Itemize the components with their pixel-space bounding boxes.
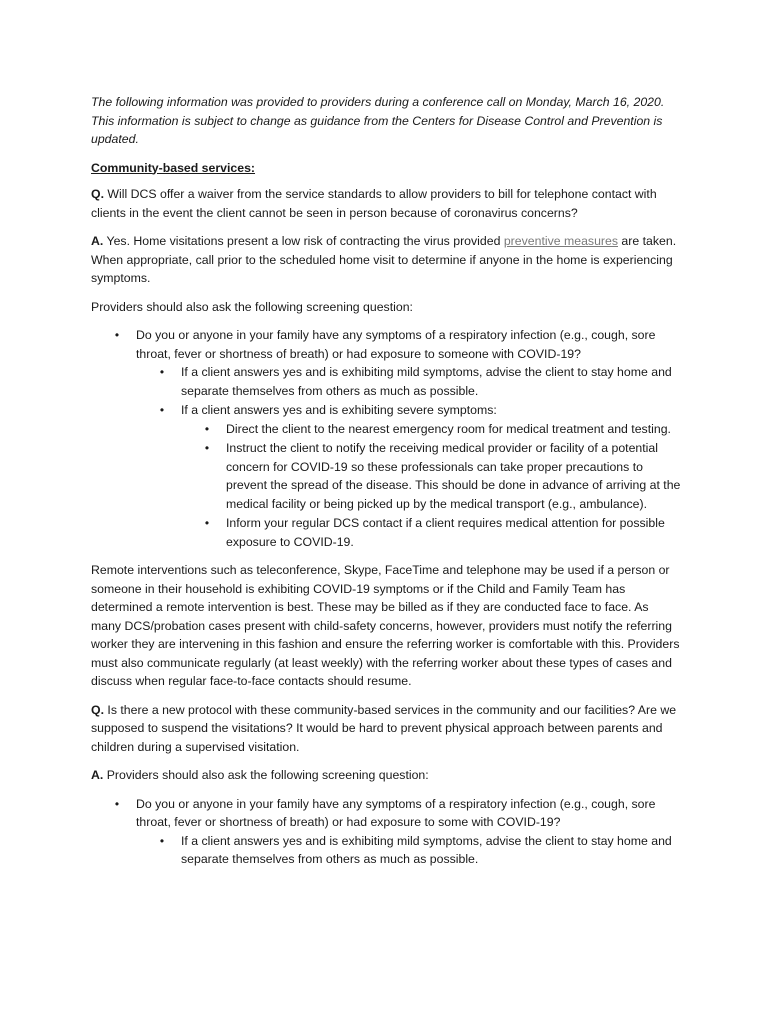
answer-text: Providers should also ask the following screening question: [103,768,429,782]
bullet-icon: • [204,421,210,436]
screening-list-2 [114,795,681,869]
question-2 [91,701,681,757]
question-label: Q. [91,702,104,717]
list-item [159,401,681,551]
preventive-measures-link[interactable]: preventive measures [503,234,618,248]
section-heading: Community-based services: [91,160,256,175]
intro-paragraph: The following information was provided to providers during a conference call on Monday, March 16, 2020. This information is subject to change as guidance from the Centers for Disease Control and Prevention is updated. [91,95,665,146]
question-text: Is there a new protocol with these community-based services in the community and our facilities? Are we supposed to suspend the visitations? It would be hard to prevent physical approach between parents and children during a supervised visitation. [91,702,677,754]
answer-1 [91,232,681,288]
bullet-icon: • [204,441,210,455]
answer-text-before: Yes. Home visitations present a low risk of contracting the virus provided [103,234,504,248]
screening-question: Do you or anyone in your family have any symptoms of a respiratory infection (e.g., cough, sore throat, fever or shortness of breath) or had exposure to someone with COVID-19? [136,328,656,361]
bullet-icon: • [159,365,165,379]
list-item [159,363,681,400]
question-1 [91,185,681,222]
list-item [204,439,681,513]
list-item [159,832,681,869]
bullet-icon: • [114,796,120,811]
question-text: Will DCS offer a waiver from the service standards to allow providers to bill for telephone contact with clients in the event the client cannot be seen in person because of coronavirus concerns? [91,187,657,220]
list-item [114,795,681,869]
severe-item-text: Direct the client to the nearest emergency room for medical treatment and testing. [226,421,671,436]
list-item [204,420,681,439]
severe-item-text: Instruct the client to notify the receiving medical provider or facility of a potential concern for COVID-19 so these professionals can take proper precautions to prevent the spread of the disease. This should be done in advance of arriving at the medical facility or being picked up by the medical transport (e.g., ambulance). [226,441,681,511]
list-item [204,514,681,551]
mild-symptoms-text: If a client answers yes and is exhibiting mild symptoms, advise the client to stay home and separate themselves from others as much as possible. [181,833,672,866]
severe-symptoms-text: If a client answers yes and is exhibiting severe symptoms: [181,403,497,417]
bullet-icon: • [204,516,210,530]
bullet-icon: • [159,833,165,848]
answer-text-after: are taken. When appropriate, call prior to the scheduled home visit to determine if anyone in the home is experiencing symptoms. [91,234,677,285]
answer-label: A. [91,768,104,782]
bullet-icon: • [114,328,120,342]
screening-intro: Providers should also ask the following screening question: [91,299,413,314]
sub-list [159,363,681,551]
remote-interventions-paragraph: Remote interventions such as teleconference, Skype, FaceTime and telephone may be used if a person or someone in their household is exhibiting COVID-19 symptoms or if the Child and Family Team has determined a remote intervention is best. These may be billed as if they are conducted face to face. As many DCS/probation cases present with child-safety concerns, however, providers must notify the referring worker they are intervening in this fashion and ensure the referring worker is comfortable with this. Providers must also communicate regularly (at least weekly) with the referring worker about these types of cases and discuss when regular face-to-face contacts should resume. [91,563,680,688]
question-label: Q. [91,187,104,201]
screening-question: Do you or anyone in your family have any symptoms of a respiratory infection (e.g., cough, sore throat, fever or shortness of breath) or had exposure to some with COVID-19? [136,796,656,829]
sub-list [159,832,681,869]
bullet-icon: • [159,403,165,417]
answer-2 [91,766,681,785]
answer-label: A. [91,234,104,248]
mild-symptoms-text: If a client answers yes and is exhibiting mild symptoms, advise the client to stay home and separate themselves from others as much as possible. [181,365,672,398]
list-item [114,326,681,551]
severe-sub-list [204,420,681,552]
document-page [91,93,681,879]
screening-list-1 [114,326,681,551]
severe-item-text: Inform your regular DCS contact if a client requires medical attention for possible exposure to COVID-19. [226,516,665,549]
